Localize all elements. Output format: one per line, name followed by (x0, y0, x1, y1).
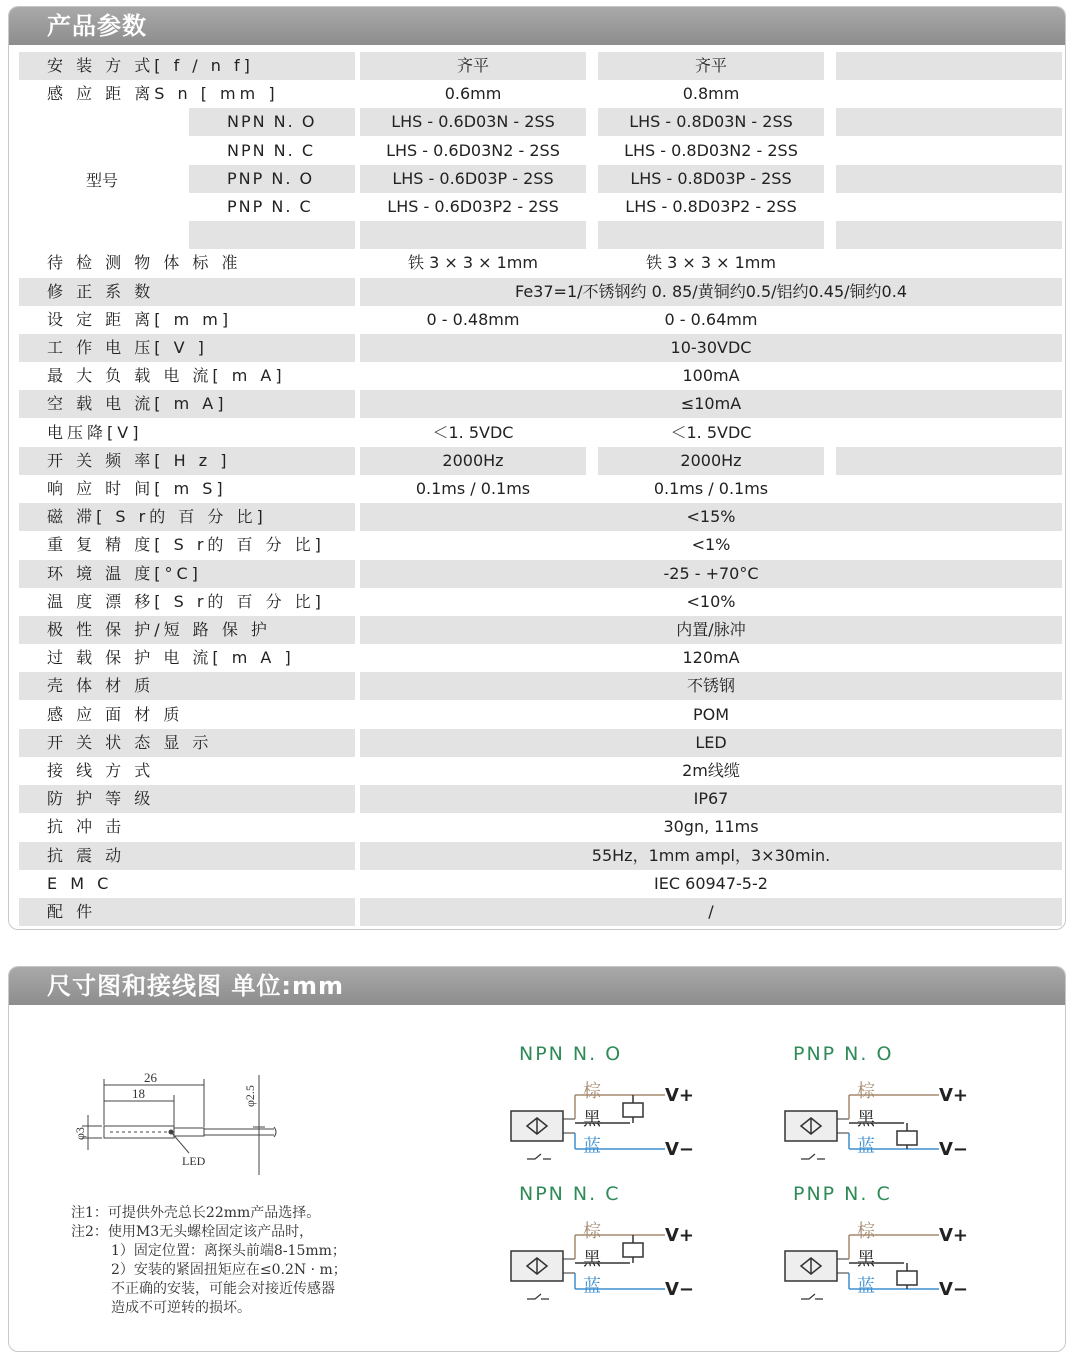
param-label: 开 关 频 率[ H z ] (19, 447, 355, 475)
param-value-col2: 0.1ms / 0.1ms (653, 479, 769, 498)
param-label: 待 检 测 物 体 标 准 (47, 253, 242, 273)
param-label: 抗 冲 击 (47, 817, 126, 837)
param-label: 磁 滞[ S r的 百 分 比] (19, 503, 355, 531)
param-label: 响 应 时 间[ m S] (47, 479, 227, 498)
black-wire-label: 黑 (583, 1249, 601, 1270)
param-value-col3 (836, 306, 1062, 334)
wiring-title: PNP N. O (793, 1043, 894, 1065)
note-2: 注2：使用M3无头螺栓固定该产品时， (71, 1224, 314, 1240)
v-minus-label: V− (665, 1139, 695, 1160)
dimensions-title: 尺寸图和接线图 单位:mm (9, 967, 1065, 1005)
v-minus-label: V− (939, 1139, 969, 1160)
param-label: E M C (47, 873, 113, 893)
param-value-col3 (836, 108, 1062, 136)
note-2-item-4: 造成不可逆转的损坏。 (111, 1300, 251, 1316)
param-label: 极 性 保 护/短 路 保 护 (19, 616, 355, 644)
param-label: NPN N. O (189, 108, 355, 136)
param-value: 100mA (682, 366, 740, 386)
param-value-col1: LHS - 0.6D03P2 - 2SS (387, 197, 559, 216)
param-value: LED (360, 729, 1062, 757)
param-value-col2: 0 - 0.64mm (664, 309, 758, 329)
param-value-col2: 铁 3 × 3 × 1mm (646, 253, 776, 273)
param-value-col1: LHS - 0.6D03N - 2SS (360, 108, 586, 136)
param-label: 过 载 保 护 电 流[ m A ] (47, 648, 295, 668)
dim-phi25-label: φ2.5 (243, 1085, 257, 1107)
param-value: <10% (686, 591, 736, 611)
param-label: 抗 震 动 (19, 842, 355, 870)
param-value-col3 (836, 193, 1062, 221)
param-value-col1: 齐平 (360, 52, 586, 80)
param-value-col2: 2000Hz (598, 447, 824, 475)
param-value-col2: LHS - 0.8D03P2 - 2SS (625, 197, 797, 216)
param-value: <15% (360, 503, 1062, 531)
brown-wire-label: 棕 (583, 1221, 601, 1242)
param-value: 不锈钢 (360, 672, 1062, 700)
param-value: <1% (691, 535, 731, 555)
param-value: 30gn, 11ms (663, 817, 759, 837)
blue-wire-label: 蓝 (583, 1276, 601, 1297)
param-value-col3 (836, 419, 1062, 447)
blue-wire-label: 蓝 (583, 1136, 601, 1157)
v-minus-label: V− (665, 1279, 695, 1300)
param-value-col3 (836, 137, 1062, 165)
param-label: 壳 体 材 质 (19, 672, 355, 700)
param-label: 温 度 漂 移[ S r的 百 分 比] (47, 591, 325, 611)
params-panel (8, 6, 1066, 930)
param-label: 修 正 系 数 (19, 278, 355, 306)
param-value-col2: LHS - 0.8D03N - 2SS (598, 108, 824, 136)
params-title: 产品参数 (9, 7, 1065, 45)
dim-phi3-label: φ3 (73, 1127, 87, 1140)
param-label: 环 境 温 度[°C] (19, 560, 355, 588)
param-value-col3 (836, 475, 1062, 503)
note-2-item-3: 不正确的安装，可能会对接近传感器 (111, 1281, 335, 1297)
param-label (189, 221, 355, 249)
param-label: 接 线 方 式 (47, 761, 155, 780)
param-label: 防 护 等 级 (19, 785, 355, 813)
brown-wire-label: 棕 (857, 1221, 875, 1242)
param-label: PNP N. O (189, 165, 355, 193)
model-label: 型号 (85, 171, 118, 190)
param-value-col2: 0.8mm (682, 84, 740, 104)
param-value-col1: ＜1. 5VDC (432, 422, 514, 442)
note-1: 注1：可提供外壳总长22mm产品选择。 (71, 1205, 321, 1221)
param-label: 工 作 电 压[ V ] (19, 334, 355, 362)
note-2-item-2: 2）安装的紧固扭矩应在≤0.2N · m； (111, 1262, 347, 1278)
param-label: PNP N. C (227, 197, 313, 216)
param-value: 10-30VDC (360, 334, 1062, 362)
param-value-col1: 0.1ms / 0.1ms (415, 479, 531, 498)
v-plus-label: V+ (939, 1225, 969, 1246)
black-wire-label: 黑 (857, 1249, 875, 1270)
wiring-title: NPN N. C (519, 1183, 621, 1205)
brown-wire-label: 棕 (857, 1081, 875, 1102)
param-value-col3 (836, 447, 1062, 475)
black-wire-label: 黑 (583, 1109, 601, 1130)
param-label: 感 应 距 离S n [ mm ] (47, 84, 279, 104)
v-minus-label: V− (939, 1279, 969, 1300)
param-label: 设 定 距 离[ m m] (47, 309, 233, 329)
black-wire-label: 黑 (857, 1109, 875, 1130)
blue-wire-label: 蓝 (857, 1136, 875, 1157)
param-value-col1: 铁 3 × 3 × 1mm (408, 253, 538, 273)
dimensions-panel (8, 966, 1066, 1352)
param-label: 安 装 方 式[ f / n f] (19, 52, 355, 80)
param-label: 最 大 负 载 电 流[ m A] (47, 366, 286, 386)
param-value-col1: 0 - 0.48mm (426, 309, 520, 329)
param-label: 开 关 状 态 显 示 (19, 729, 355, 757)
param-value: -25 - +70°C (360, 560, 1062, 588)
note-2-item-1: 1）固定位置：离探头前端8-15mm； (111, 1243, 346, 1259)
param-value-col1: LHS - 0.6D03N2 - 2SS (386, 140, 560, 160)
param-value-col1: 2000Hz (360, 447, 586, 475)
param-value-col3 (836, 80, 1062, 108)
v-plus-label: V+ (665, 1225, 695, 1246)
v-plus-label: V+ (665, 1085, 695, 1106)
blue-wire-label: 蓝 (857, 1276, 875, 1297)
param-value-col1: LHS - 0.6D03P - 2SS (360, 165, 586, 193)
param-value-col2: ＜1. 5VDC (670, 422, 752, 442)
brown-wire-label: 棕 (583, 1081, 601, 1102)
param-label: 配 件 (19, 898, 355, 926)
param-label: 重 复 精 度[ S r的 百 分 比] (47, 535, 325, 555)
param-value-col2: LHS - 0.8D03P - 2SS (598, 165, 824, 193)
param-value-col3 (836, 249, 1062, 277)
param-label: 感 应 面 材 质 (47, 704, 184, 724)
dim-18-label: 18 (132, 1086, 145, 1101)
dimensions-area (9, 1005, 1066, 1352)
param-value: / (360, 898, 1062, 926)
param-value: 55Hz，1mm ampl，3×30min. (360, 842, 1062, 870)
param-value: 120mA (682, 648, 740, 668)
param-value-col3 (836, 165, 1062, 193)
param-label: NPN N. C (227, 140, 315, 160)
sensor-dimension-drawing (54, 1035, 304, 1175)
dim-26-label: 26 (144, 1070, 157, 1085)
param-value-col2: 齐平 (598, 52, 824, 80)
led-label: LED (182, 1154, 206, 1168)
param-value: POM (692, 704, 730, 724)
param-value-col3 (836, 221, 1062, 249)
param-value: 内置/脉冲 (360, 616, 1062, 644)
param-label: 空 载 电 流[ m A] (19, 390, 355, 418)
param-value: Fe37=1/不锈钢约 0. 85/黄铜约0.5/铝约0.45/铜约0.4 (360, 278, 1062, 306)
param-value-col2 (598, 221, 824, 249)
v-plus-label: V+ (939, 1085, 969, 1106)
param-value: 2m线缆 (682, 761, 740, 780)
param-value: ≤10mA (360, 390, 1062, 418)
wiring-title: PNP N. C (793, 1183, 892, 1205)
param-value-col2: LHS - 0.8D03N2 - 2SS (624, 140, 798, 160)
param-value-col3 (836, 52, 1062, 80)
param-value: IP67 (360, 785, 1062, 813)
param-value: IEC 60947-5-2 (654, 873, 768, 893)
param-value-col1 (360, 221, 586, 249)
param-label: 电压降[V] (47, 422, 143, 442)
param-value-col1: 0.6mm (444, 84, 502, 104)
wiring-title: NPN N. O (519, 1043, 623, 1065)
